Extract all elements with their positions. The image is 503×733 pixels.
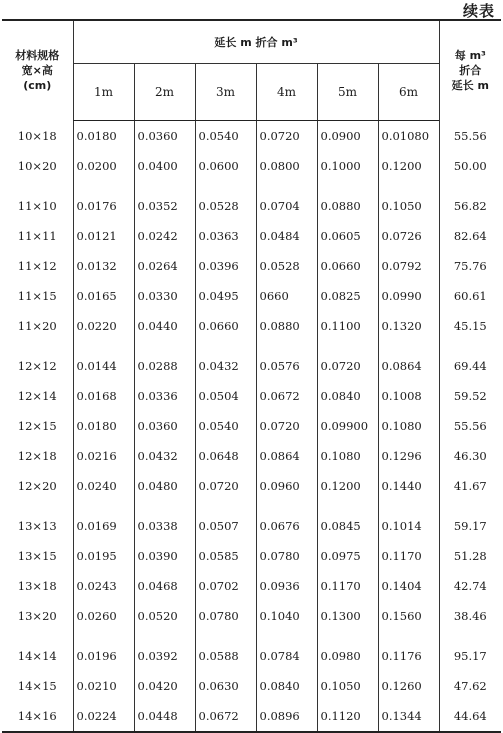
volume-cell: 0.0528 [195, 181, 256, 221]
volume-cell: 0.1080 [378, 411, 439, 441]
volume-cell: 0.0780 [195, 601, 256, 631]
table-row [2, 121, 501, 152]
volume-cell: 0.0900 [317, 121, 378, 152]
volume-cell: 0.0648 [195, 441, 256, 471]
per-cubic-cell: 56.82 [439, 181, 501, 221]
per-cubic-cell: 60.61 [439, 281, 501, 311]
volume-cell: 0.0960 [256, 471, 317, 501]
volume-cell: 0.0720 [256, 411, 317, 441]
volume-cell: 0.0880 [256, 311, 317, 341]
table-row [2, 601, 501, 631]
table-row [2, 281, 501, 311]
per-cubic-cell: 75.76 [439, 251, 501, 281]
volume-cell: 0.0180 [73, 121, 134, 152]
volume-cell: 0.0990 [378, 281, 439, 311]
volume-cell: 0.0495 [195, 281, 256, 311]
spec-header [2, 20, 73, 121]
per-cubic-cell: 46.30 [439, 441, 501, 471]
per-header-line1: 每 m³ [454, 49, 486, 63]
table-row [2, 701, 501, 732]
per-cubic-cell: 38.46 [439, 601, 501, 631]
size-cell: 12×14 [17, 389, 57, 403]
volume-cell: 0.0144 [73, 341, 134, 381]
volume-cell: 0.1560 [378, 601, 439, 631]
volume-cell: 0.0224 [73, 701, 134, 732]
table-row [2, 441, 501, 471]
per-cubic-cell: 82.64 [439, 221, 501, 251]
size-cell: 12×20 [17, 479, 57, 493]
volume-cell: 0.0864 [256, 441, 317, 471]
volume-cell: 0.0363 [195, 221, 256, 251]
volume-cell: 0.0392 [134, 631, 195, 671]
table-body [2, 121, 501, 733]
volume-cell: 0.0260 [73, 601, 134, 631]
volume-cell: 0.0975 [317, 541, 378, 571]
volume-cell: 0.0800 [256, 151, 317, 181]
volume-cell: 0.0165 [73, 281, 134, 311]
volume-cell: 0.0132 [73, 251, 134, 281]
table-row [2, 541, 501, 571]
spec-header-line1: 材料规格 [15, 49, 60, 63]
size-cell: 11×11 [17, 229, 57, 243]
volume-cell: 0.0630 [195, 671, 256, 701]
table-row [2, 411, 501, 441]
spec-header-line2: 宽×高 [21, 64, 53, 78]
volume-cell: 0.0484 [256, 221, 317, 251]
per-cubic-cell: 69.44 [439, 341, 501, 381]
volume-cell: 0.0352 [134, 181, 195, 221]
volume-cell: 0.0468 [134, 571, 195, 601]
size-cell: 10×18 [17, 128, 57, 143]
volume-cell: 0.1260 [378, 671, 439, 701]
unit-header-4m: 4m [256, 64, 317, 121]
volume-cell: 0.0448 [134, 701, 195, 732]
per-cubic-cell: 59.52 [439, 381, 501, 411]
volume-cell: 0.1300 [317, 601, 378, 631]
volume-cell: 0.1404 [378, 571, 439, 601]
volume-cell: 0.0660 [317, 251, 378, 281]
volume-cell: 0.0432 [134, 441, 195, 471]
volume-cell: 0.0338 [134, 501, 195, 541]
volume-cell: 0.0980 [317, 631, 378, 671]
volume-cell: 0.0240 [73, 471, 134, 501]
per-cubic-cell: 59.17 [439, 501, 501, 541]
volume-cell: 0.0200 [73, 151, 134, 181]
volume-cell: 0.1200 [317, 471, 378, 501]
volume-cell: 0.0336 [134, 381, 195, 411]
volume-cell: 0.1000 [317, 151, 378, 181]
volume-cell: 0.0936 [256, 571, 317, 601]
size-cell: 13×15 [17, 549, 57, 563]
per-cubic-cell: 44.64 [439, 701, 501, 732]
volume-cell: 0.0605 [317, 221, 378, 251]
volume-cell: 0.0264 [134, 251, 195, 281]
table-row [2, 181, 501, 221]
volume-cell: 0.0660 [195, 311, 256, 341]
size-cell: 11×10 [17, 199, 57, 213]
volume-cell: 0.0676 [256, 501, 317, 541]
volume-cell: 0.0520 [134, 601, 195, 631]
volume-cell: 0.0400 [134, 151, 195, 181]
volume-cell: 0.1296 [378, 441, 439, 471]
size-cell: 13×20 [17, 609, 57, 623]
per-cubic-cell: 51.28 [439, 541, 501, 571]
volume-cell: 0.0864 [378, 341, 439, 381]
volume-cell: 0.0840 [256, 671, 317, 701]
unit-header-1m: 1m [73, 64, 134, 121]
per-cubic-cell: 45.15 [439, 311, 501, 341]
table-row [2, 311, 501, 341]
table-row [2, 151, 501, 181]
volume-cell: 0.01080 [378, 121, 439, 152]
volume-cell: 0.0784 [256, 631, 317, 671]
size-cell: 11×12 [17, 259, 57, 273]
volume-cell: 0.0504 [195, 381, 256, 411]
volume-cell: 0.0585 [195, 541, 256, 571]
volume-cell: 0.0792 [378, 251, 439, 281]
volume-cell: 0.0440 [134, 311, 195, 341]
per-cubic-cell: 41.67 [439, 471, 501, 501]
size-cell: 12×12 [17, 359, 57, 373]
volume-cell: 0.0330 [134, 281, 195, 311]
per-header-line2: 折合 [459, 64, 482, 78]
volume-cell: 0.0600 [195, 151, 256, 181]
per-cubic-cell: 50.00 [439, 151, 501, 181]
volume-cell: 0.1344 [378, 701, 439, 732]
volume-cell: 0.0507 [195, 501, 256, 541]
volume-cell: 0.0360 [134, 411, 195, 441]
per-cubic-cell: 95.17 [439, 631, 501, 671]
unit-header-6m: 6m [378, 64, 439, 121]
continued-caption: 续表 [462, 2, 495, 20]
volume-cell: 0.1170 [378, 541, 439, 571]
per-cubic-cell: 55.56 [439, 121, 501, 152]
size-cell: 14×16 [2, 701, 73, 732]
volume-cell: 0.1040 [256, 601, 317, 631]
volume-cell: 0.1170 [317, 571, 378, 601]
volume-cell: 0.0169 [73, 501, 134, 541]
volume-cell: 0.0726 [378, 221, 439, 251]
volume-cell: 0.0420 [134, 671, 195, 701]
table-row [2, 501, 501, 541]
size-cell: 11×15 [17, 289, 57, 303]
volume-cell: 0.1440 [378, 471, 439, 501]
volume-cell: 0.0480 [134, 471, 195, 501]
volume-cell: 0.1120 [317, 701, 378, 732]
volume-cell: 0.0528 [256, 251, 317, 281]
volume-cell: 0.0432 [195, 341, 256, 381]
table-row [2, 571, 501, 601]
size-cell: 13×13 [17, 519, 57, 533]
volume-cell: 0.0210 [73, 671, 134, 701]
volume-cell: 0.0825 [317, 281, 378, 311]
volume-cell: 0.1050 [317, 671, 378, 701]
size-cell: 10×20 [17, 159, 57, 173]
volume-cell: 0.1080 [317, 441, 378, 471]
volume-cell: 0.0390 [134, 541, 195, 571]
volume-cell: 0.0780 [256, 541, 317, 571]
volume-cell: 0.0576 [256, 341, 317, 381]
timber-conversion-table [2, 19, 501, 733]
size-cell: 12×18 [17, 449, 57, 463]
volume-cell: 0.0720 [256, 121, 317, 152]
table-row [2, 631, 501, 671]
per-cubic-cell: 47.62 [439, 671, 501, 701]
per-cubic-header [439, 20, 501, 121]
volume-cell: 0.0220 [73, 311, 134, 341]
volume-cell: 0.0840 [317, 381, 378, 411]
volume-cell: 0.0396 [195, 251, 256, 281]
volume-cell: 0.1050 [378, 181, 439, 221]
table-row [2, 251, 501, 281]
per-header-line3: 延长 m [451, 79, 489, 93]
volume-cell: 0.09900 [317, 411, 378, 441]
table-row [2, 381, 501, 411]
volume-cell: 0.0195 [73, 541, 134, 571]
size-cell: 14×14 [17, 649, 57, 663]
volume-cell: 0660 [256, 281, 317, 311]
volume-cell: 0.0672 [195, 701, 256, 732]
volume-cell: 0.0196 [73, 631, 134, 671]
volume-cell: 0.0121 [73, 221, 134, 251]
size-cell: 13×18 [17, 579, 57, 593]
volume-cell: 0.0540 [195, 121, 256, 152]
per-cubic-cell: 55.56 [439, 411, 501, 441]
volume-cell: 0.0845 [317, 501, 378, 541]
table-row [2, 671, 501, 701]
volume-cell: 0.0360 [134, 121, 195, 152]
volume-cell: 0.0168 [73, 381, 134, 411]
per-cubic-cell: 42.74 [439, 571, 501, 601]
size-cell: 11×20 [17, 319, 57, 333]
unit-header-2m: 2m [134, 64, 195, 121]
volume-cell: 0.0176 [73, 181, 134, 221]
volume-cell: 0.1100 [317, 311, 378, 341]
volume-cell: 0.0243 [73, 571, 134, 601]
unit-header-5m: 5m [317, 64, 378, 121]
spec-header-line3: (cm) [23, 79, 52, 93]
unit-header-3m: 3m [195, 64, 256, 121]
volume-cell: 0.1014 [378, 501, 439, 541]
volume-cell: 0.0288 [134, 341, 195, 381]
volume-cell: 0.0896 [256, 701, 317, 732]
volume-cell: 0.0720 [195, 471, 256, 501]
volume-cell: 0.1176 [378, 631, 439, 671]
volume-cell: 0.0242 [134, 221, 195, 251]
volume-cell: 0.0672 [256, 381, 317, 411]
table-row [2, 471, 501, 501]
table-row [2, 341, 501, 381]
volume-cell: 0.1200 [378, 151, 439, 181]
volume-cell: 0.0704 [256, 181, 317, 221]
length-group-header: 延长 m 折合 m³ [73, 20, 439, 64]
volume-cell: 0.0180 [73, 411, 134, 441]
volume-cell: 0.1008 [378, 381, 439, 411]
volume-cell: 0.0588 [195, 631, 256, 671]
volume-cell: 0.0880 [317, 181, 378, 221]
volume-cell: 0.1320 [378, 311, 439, 341]
volume-cell: 0.0540 [195, 411, 256, 441]
volume-cell: 0.0720 [317, 341, 378, 381]
volume-cell: 0.0216 [73, 441, 134, 471]
size-cell: 12×15 [17, 419, 57, 433]
volume-cell: 0.0702 [195, 571, 256, 601]
table-row [2, 221, 501, 251]
size-cell: 14×15 [17, 679, 57, 693]
